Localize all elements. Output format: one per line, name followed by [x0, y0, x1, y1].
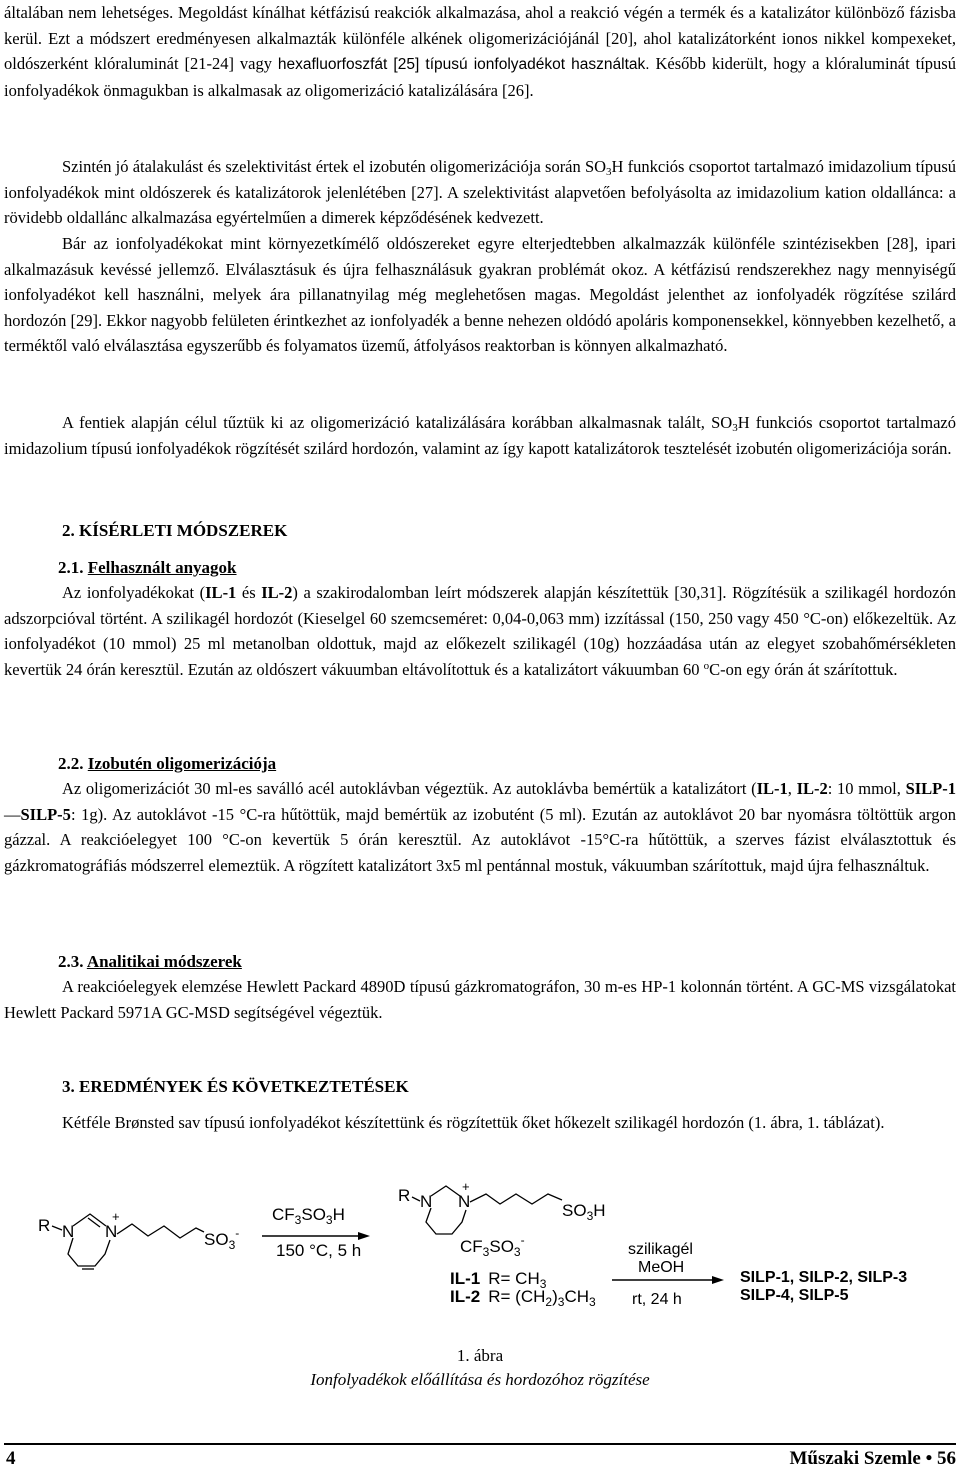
svg-text:N: N: [105, 1222, 118, 1241]
svg-text:SILP-1, SILP-2, SILP-3: SILP-1, SILP-2, SILP-3: [740, 1269, 908, 1286]
svg-text:SILP-4, SILP-5: SILP-4, SILP-5: [740, 1287, 849, 1304]
svg-text:N: N: [458, 1192, 471, 1211]
svg-text:IL-1R= CH3: IL-1 $R= CH_3$: [450, 1269, 547, 1291]
svg-text:N: N: [420, 1192, 433, 1211]
reaction-arrow-1: [262, 1205, 370, 1260]
svg-text:+: +: [462, 1179, 470, 1194]
subsection-2-2-text: Az oligomerizációt 30 ml-es saválló acél autoklávban végeztük. Az autoklávba bemértük a katalizátort (IL-1, IL-2: 10 mmol, SILP-1 —SILP-5: 1g). Az autoklávot -15 °C-ra hűtöttük, majd bemértük az izobutént (5 ml). Ezután az autoklávot 20 bar nyomásra töltöttük argon gázzal. A reakcióelegyet 100 °C-on kevertük 5 órán keresztül. Az autoklávot -15°C-ra hűtöttük, a szerves fázist elválasztottuk és gázkromatográfiás módszerrel elemeztük. A rögzített katalizátort 3x5 ml pentánnal mostuk, vákuumban szárítottuk, majd újra felhasználtuk.: [4, 779, 957, 875]
svg-text:+: +: [112, 1209, 120, 1224]
subsection-2-1-text: Az ionfolyadékokat (IL-1 és IL-2) a szakirodalomban leírt módszerek alapján készítettük [30,31]. Rögzítésük a szilikagél hordozón adszorpcióval történt. A szilikagél hordozót (Kieselgel 60 szemcseméret: 0,04-0,063 mm) izzítással (150, 250 vagy 450 °C-on) előkezeltük. Az ionfolyadékot (10 mmol) 25 ml metanolban oldottuk, majd az előkezelt szilikagél (10g) hozzáadása után az elegyet szobahőmérsékleten kevertük 24 órán keresztül. Ezután az oldószert vákuumban eltávolítottuk és a katalizátort vákuumban 60 $^o$C-on egy órán át szárítottuk.: [4, 583, 956, 679]
subsection-2-3-text: A reakcióelegyek elemzése Hewlett Packard 4890D típusú gázkromatográfon, 30 m-es HP-1 kolonnán történt. A GC-MS vizsgálatokat Hewlett Packard 5971A GC-MSD segítségével végeztük.: [4, 977, 956, 1022]
intro-paragraph-1: általában nem lehetséges. Megoldást kínálhat kétfázisú reakciók alkalmazása, ahol a reakció végén a termék és a katalizátor különböző fázisba kerül. Ezt a módszert eredményesen alkalmazták különféle alkének oligomerizációjánál [20], ahol katalizátorként ionos nikkel kompexeket, oldószerként klóraluminát [21-24] vagy hexafluorfoszfát [25] típusú ionfolyadékot használtak. Később kiderült, hogy a klóraluminát típusú ionfolyadékok önmagukban is alkalmasak az oligomerizáció katalizálására [26].: [4, 3, 956, 100]
section-3-text: Kétféle Brønsted sav típusú ionfolyadékot készítettünk és rögzítettük őket hőkezelt szilikagél hordozón (1. ábra, 1. táblázat).: [62, 1113, 885, 1132]
svg-text:N: N: [62, 1222, 75, 1241]
subsection-2-3-heading: 2.3. Analitikai módszerek: [58, 952, 242, 971]
svg-text:150 °C, 5 h: 150 °C, 5 h: [276, 1241, 362, 1260]
figure-caption-number: 1. ábra: [456, 1346, 504, 1365]
silp-products: [740, 1269, 907, 1304]
svg-text:SO3H: $SO_3H$: [562, 1201, 606, 1223]
section-3-heading: 3. EREDMÉNYEK ÉS KÖVETKEZTETÉSEK: [62, 1077, 409, 1096]
footer-rule: [4, 1443, 956, 1445]
section-2-heading: 2. KÍSÉRLETI MÓDSZEREK: [62, 521, 288, 540]
svg-text:CF3SO3-: $CF_3SO_3^-$: [460, 1233, 525, 1259]
ionic-liquid-il: [398, 1179, 606, 1309]
intro-paragraph-4: A fentiek alapján célul tűztük ki az oligomerizáció katalizálására korábban alkalmasnak talált, $SO_3H$ funkciós csoportot tartalmazó imidazolium típusú ionfolyadékok rögzítését szilárd hordozón, valamint az így kapott katalizátorok tesztelését izobutén oligomerizációja során.: [4, 413, 956, 458]
page-number: 4: [6, 1448, 16, 1469]
svg-text:CF3SO3H: $CF_3SO_3H$: [272, 1205, 345, 1227]
reaction-scheme-svg: [0, 1176, 960, 1346]
svg-text:R: R: [398, 1186, 411, 1205]
svg-text:MeOH: MeOH: [638, 1259, 685, 1276]
svg-text:szilikagél: szilikagél: [628, 1241, 693, 1258]
subsection-2-1-heading: 2.1. Felhasznált anyagok: [58, 558, 237, 577]
svg-text:SO3-: $SO_3^-$: [204, 1226, 240, 1252]
intro-paragraph-2: Szintén jó átalakulást és szelektivitást értek el izobutén oligomerizációja során $SO_3H$ funkciós csoportot tartalmazó imidazolium típusú ionfolyadékok mint oldószerek és katalizátorok jelenlétében [27]. A szelektivitást alapvetően befolyásolta az imidazolium kation oldallánca: a rövidebb oldallánc alkalmazása egyértelműen a dimerek képződésének kedvezett.: [4, 157, 956, 228]
figure-caption-title: Ionfolyadékok előállítása és hordozóhoz rögzítése: [310, 1370, 650, 1389]
reaction-arrow-2: [612, 1241, 724, 1308]
svg-text:rt, 24 h: rt, 24 h: [632, 1291, 682, 1308]
starting-imidazolium-sulfonate: [38, 1209, 239, 1269]
svg-text:IL-2R= (CH2)3CH3: IL-2 $R= (CH_2)_3CH_3$: [450, 1287, 596, 1309]
subsection-2-2-heading: 2.2. Izobutén oligomerizációja: [58, 754, 277, 773]
svg-text:R: R: [38, 1216, 51, 1235]
journal-name: Műszaki Szemle • 56: [789, 1448, 956, 1469]
intro-paragraph-3: Bár az ionfolyadékokat mint környezetkímélő oldószereket egyre elterjedtebben alkalmazzák különféle szintézisekben [28], ipari alkalmazásuk kevéssé jellemző. Elválasztásuk és újra felhasználásuk gyakran problémát okoz. A kétfázisú rendszerekhez nagy mennyiségű ionfolyadékot kell használni, melyek ára pillanatnyilag még meglehetősen magas. Megoldást jelenthet az ionfolyadék rögzítése szilárd hordozón [29]. Ekkor nagyobb felületen érintkezhet az ionfolyadék a benne nehezen oldódó apoláris komponensekkel, könnyebben kezelhető, a terméktől való elválasztása egyszerűbb és folyamatos üzemű, átfolyásos reaktorban is könnyen alkalmazható.: [4, 234, 956, 356]
